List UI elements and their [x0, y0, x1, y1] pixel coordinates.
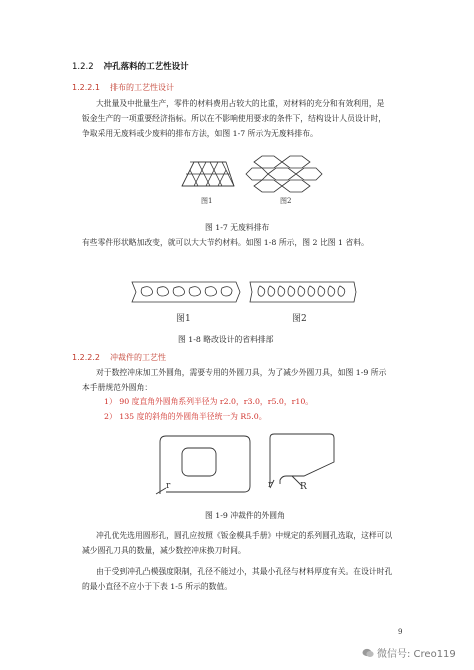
fig9-label-r-left: r: [166, 481, 171, 491]
section-number: 1.2.2: [72, 62, 94, 72]
subsection-number: 1.2.2.1: [72, 83, 100, 92]
hexagon-layout: [246, 156, 322, 192]
fig9-caption: 图 1-9 冲裁件的外圆角: [205, 511, 285, 520]
watermark-text: 微信号: Creo119: [377, 649, 456, 660]
fig9-label-R: R: [300, 482, 307, 492]
fig7-label-1: 图1: [201, 197, 213, 205]
fig8-caption: 图 1-8 略改设计的省料排部: [178, 335, 274, 344]
paragraph-line: 钣金生产的一项重要经济指标。所以在不影响使用要求的条件下，结构设计人员设计时，: [82, 114, 387, 123]
paragraph-line: 争取采用无废料或少废料的排布方法，如图 1-7 所示为无废料排布。: [82, 129, 318, 138]
fig7-caption: 图 1-7 无废料排布: [205, 223, 270, 232]
fig8-label-2: 图2: [292, 314, 307, 324]
subsection-title: 排布的工艺性设计: [110, 83, 174, 92]
subsection-heading-1: [72, 82, 174, 93]
fig8-label-1: 图1: [176, 314, 191, 324]
paragraph-5-cont: 的最小直径不应小于下表 1-5 所示的数值。: [82, 582, 233, 591]
paragraph-3: 对于数控冲床加工外圆角，需要专用的外圆刀具，为了减少外圆刀具，如图 1-9 所示: [96, 368, 387, 377]
paragraph-3-cont: 本手册规范外圆角：: [82, 383, 153, 392]
angled-part: [270, 434, 334, 488]
rule-1: 1） 90 度直角外圆角系列半径为 r2.0，r3.0，r5.0，r10。: [104, 397, 314, 406]
figure-1-9: [152, 428, 342, 496]
wechat-icon: [362, 648, 374, 658]
subsection-heading-2: [72, 352, 166, 363]
subsection-number: 1.2.2.2: [72, 353, 100, 362]
watermark: [362, 645, 456, 660]
paragraph-2: 有些零件形状略加改变，就可以大大节约材料。如图 1-8 所示，图 2 比图 1 省料。: [82, 238, 369, 247]
section-heading: [72, 60, 189, 72]
paragraph-1-cont: [82, 111, 422, 141]
fig7-label-2: 图2: [280, 197, 292, 205]
figure-1-8: [128, 276, 358, 306]
paragraph-4: 冲孔优先选用圆形孔，圆孔应按照《钣金模具手册》中规定的系列圆孔选取，这样可以: [96, 531, 393, 540]
strip-layout-2: [250, 282, 356, 302]
paragraph-line: 大批量及中批量生产，零件的材料费用占较大的比重，对材料的充分和有效利用，是: [96, 99, 385, 108]
paragraph-1: [96, 96, 426, 111]
strip-layout-1: [132, 282, 240, 302]
figure-1-7: [176, 148, 326, 206]
paragraph-4-cont: 减少圆孔刀具的数量，减少数控冲床换刀时间。: [82, 546, 246, 555]
fig9-label-r-right: r: [268, 480, 273, 490]
page-number: 9: [398, 628, 403, 636]
paragraph-5: 由于受到冲孔凸模强度限制，孔径不能过小，其最小孔径与材料厚度有关。在设计时孔: [96, 567, 393, 576]
subsection-title: 冲裁件的工艺性: [110, 353, 166, 362]
triangle-layout: [182, 162, 234, 186]
rule-2: 2） 135 度的斜角的外圆角半径统一为 R5.0。: [104, 412, 267, 421]
section-title: 冲孔落料的工艺性设计: [103, 62, 189, 72]
